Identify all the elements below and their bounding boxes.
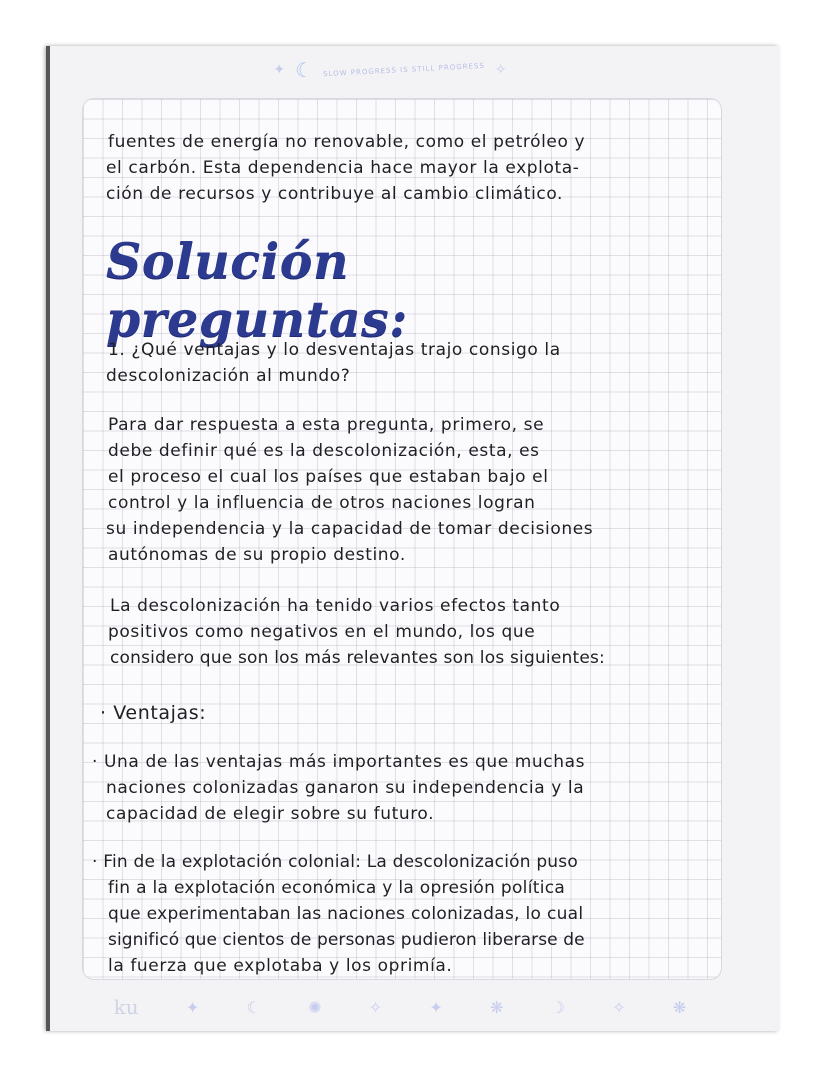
intro-line-1: fuentes de energía no renovable, como el petróleo y [108, 132, 586, 152]
paragraph2-line-1: La descolonización ha tenido varios efectos tanto [110, 596, 561, 616]
sparkle-icon: ✦ [273, 62, 286, 78]
bullet1-line-1: · Una de las ventajas más importantes es que muchas [92, 752, 586, 772]
paragraph1-line-5: su independencia y la capacidad de tomar decisiones [106, 519, 594, 539]
sparkle-icon: ✦ [429, 997, 443, 1017]
moon-icon: ☾ [246, 997, 261, 1017]
bullet1-line-3: capacidad de elegir sobre su futuro. [106, 804, 435, 824]
flower-icon: ❋ [672, 997, 687, 1017]
star-icon: ✧ [612, 997, 626, 1017]
bullet2-line-5: la fuerza que explotaba y los oprimía. [108, 956, 453, 976]
bullet2-line-4: significó que cientos de personas pudieron liberarse de [108, 930, 585, 950]
bullet2-line-1: · Fin de la explotación colonial: La descolonización puso [92, 852, 578, 872]
page-binding-edge [46, 46, 50, 1031]
question-line-2: descolonización al mundo? [106, 366, 351, 386]
sparkle-icon: ✦ [185, 997, 200, 1017]
question-line-1: 1. ¿Qué ventajas y lo desventajas trajo consigo la [108, 340, 561, 360]
page-title: Solución preguntas: [106, 232, 408, 348]
paragraph2-line-3: considero que son los más relevantes son los siguientes: [110, 648, 605, 668]
paragraph2-line-2: positivos como negativos en el mundo, los que [108, 622, 536, 642]
bullet2-line-2: fin a la explotación económica y la opresión política [108, 878, 566, 898]
sun-icon: ✺ [308, 997, 322, 1017]
header-decoration [240, 50, 540, 90]
paragraph1-line-2: debe definir qué es la descolonización, esta, es [108, 441, 540, 461]
intro-line-3: ción de recursos y contribuye al cambio climático. [106, 184, 564, 204]
star-icon: ✧ [368, 997, 383, 1017]
advantages-heading: · Ventajas: [100, 702, 207, 724]
logo-mark-icon: ku [113, 995, 139, 1019]
bullet1-line-2: naciones colonizadas ganaron su independencia y la [106, 778, 585, 798]
grid-paper [82, 98, 722, 980]
star-icon: ✧ [494, 62, 507, 78]
moon-icon: ☾ [295, 58, 314, 82]
moon-icon: ☽ [550, 997, 565, 1017]
header-slogan: SLOW PROGRESS IS STILL PROGRESS [322, 61, 486, 79]
intro-line-2: el carbón. Esta dependencia hace mayor la explota- [106, 158, 580, 178]
paragraph1-line-4: control y la influencia de otros naciones logran [108, 493, 536, 513]
flower-icon: ❋ [489, 997, 504, 1017]
paragraph1-line-1: Para dar respuesta a esta pregunta, primero, se [108, 415, 545, 435]
bullet2-line-3: que experimentaban las naciones colonizadas, lo cual [108, 904, 584, 924]
paragraph1-line-3: el proceso el cual los países que estaban bajo el [108, 467, 549, 487]
paragraph1-line-6: autónomas de su propio destino. [108, 545, 406, 565]
footer-decoration [90, 985, 710, 1029]
